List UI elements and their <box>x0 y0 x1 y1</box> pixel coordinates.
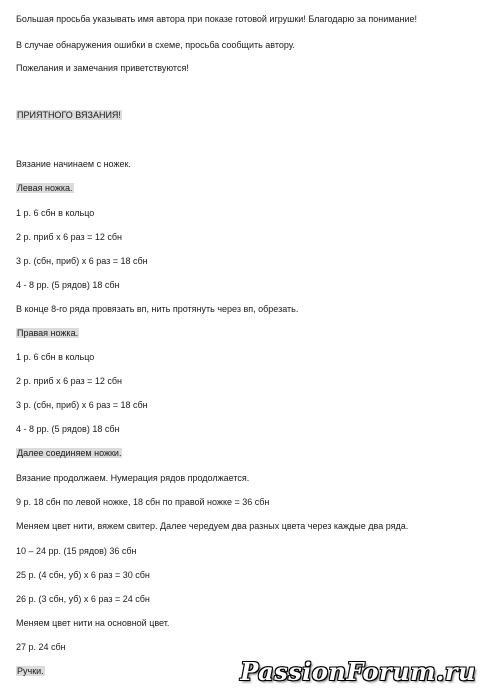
right-leg-row-2: 2 р. приб х 6 раз = 12 сбн <box>16 376 123 386</box>
right-leg-row-1: 1 р. 6 сбн в кольцо <box>16 352 95 362</box>
site-watermark: PassionForum.ru <box>240 657 476 686</box>
error-report-line: В случае обнаружения ошибки в схеме, просьба сообщить автору. <box>16 40 295 50</box>
change-color-sweater-line: Меняем цвет нити, вяжем свитер. Далее чередуем два разных цвета через каждые два ряда. <box>16 521 409 531</box>
end-of-row-8-line: В конце 8-го ряда провязать вп, нить протянуть через вп, обрезать. <box>16 304 299 314</box>
arms-heading: Ручки. <box>17 666 44 676</box>
feedback-line: Пожелания и замечания приветствуются! <box>16 63 189 73</box>
rows-10-24-line: 10 – 24 рр. (15 рядов) 36 сбн <box>16 546 137 556</box>
left-leg-heading: Левая ножка. <box>17 183 73 193</box>
author-request-line: Большая просьба указывать имя автора при показе готовой игрушки! Благодарю за понимание! <box>16 14 417 24</box>
continue-knitting-line: Вязание продолжаем. Нумерация рядов продолжается. <box>16 473 250 483</box>
right-leg-row-3: 3 р. (сбн, приб) х 6 раз = 18 сбн <box>16 400 148 410</box>
join-legs-heading: Далее соединяем ножки. <box>17 448 122 458</box>
left-leg-row-2: 2 р. приб х 6 раз = 12 сбн <box>16 232 123 242</box>
left-leg-rows-4-8: 4 - 8 рр. (5 рядов) 18 сбн <box>16 280 120 290</box>
row-25-line: 25 р. (4 сбн, уб) х 6 раз = 30 сбн <box>16 570 150 580</box>
right-leg-rows-4-8: 4 - 8 рр. (5 рядов) 18 сбн <box>16 424 120 434</box>
left-leg-row-3: 3 р. (сбн, приб) х 6 раз = 18 сбн <box>16 256 148 266</box>
row-9-line: 9 р. 18 сбн по левой ножке, 18 сбн по правой ножке = 36 сбн <box>16 497 270 507</box>
happy-knitting-heading: ПРИЯТНОГО ВЯЗАНИЯ! <box>17 110 121 120</box>
right-leg-heading: Правая ножка. <box>17 328 79 338</box>
left-leg-row-1: 1 р. 6 сбн в кольцо <box>16 208 95 218</box>
start-with-legs-line: Вязание начинаем с ножек. <box>16 159 131 169</box>
change-to-main-color-line: Меняем цвет нити на основной цвет. <box>16 618 170 628</box>
row-26-line: 26 р. (3 сбн, уб) х 6 раз = 24 сбн <box>16 594 150 604</box>
row-27-line: 27 р. 24 сбн <box>16 642 66 652</box>
